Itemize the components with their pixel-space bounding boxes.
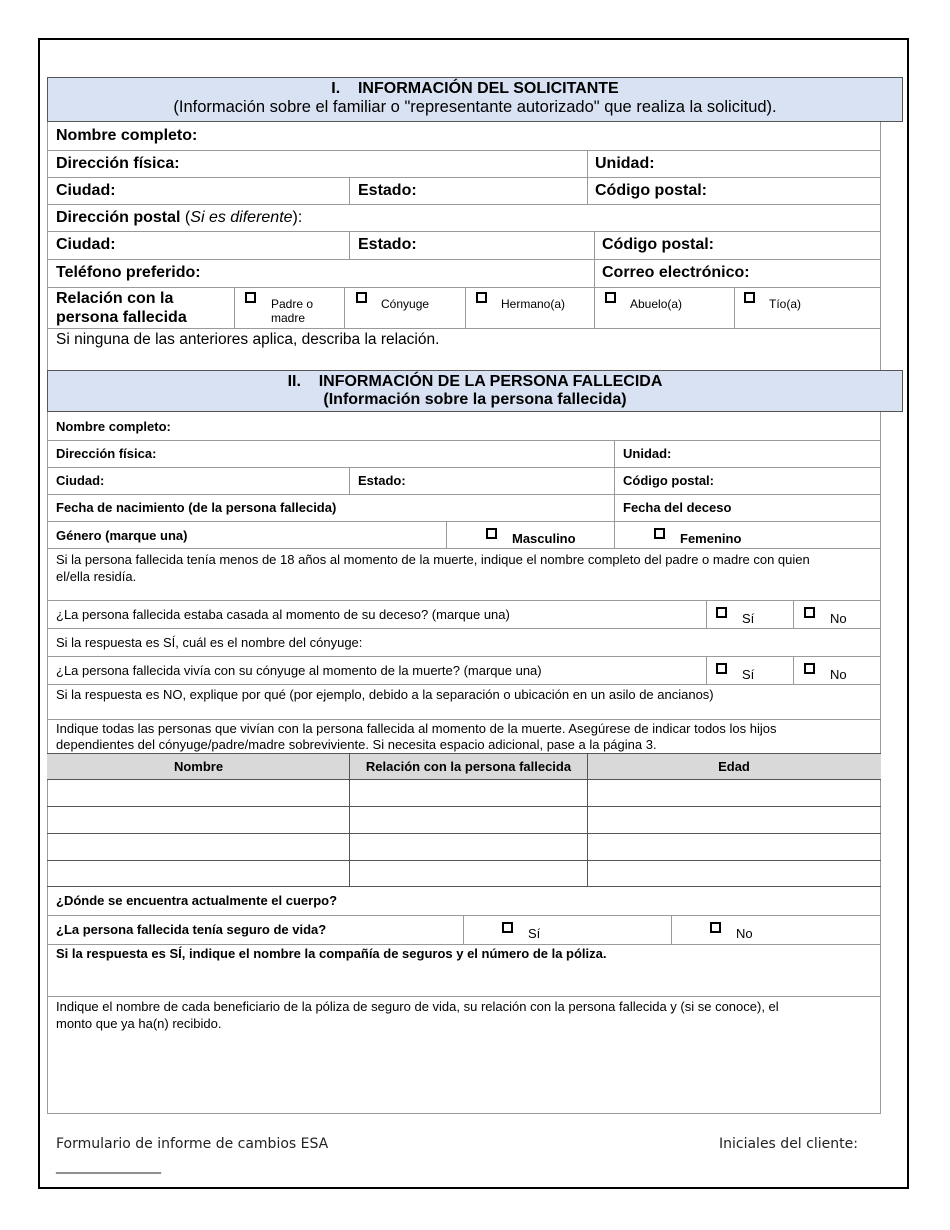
gender-label: Género (marque una) bbox=[56, 528, 188, 543]
applicant-unit-label[interactable]: Unidad: bbox=[595, 155, 655, 172]
checkbox-insurance-no-icon[interactable] bbox=[710, 922, 721, 933]
checkbox-parent-icon[interactable] bbox=[245, 292, 256, 303]
male-label: Masculino bbox=[512, 531, 576, 546]
deceased-zip-label[interactable]: Código postal: bbox=[623, 473, 714, 488]
applicant-state2-label[interactable]: Estado: bbox=[358, 236, 417, 253]
section-1-header bbox=[47, 77, 903, 122]
checkbox-sibling-icon[interactable] bbox=[476, 292, 487, 303]
married-no-label: No bbox=[830, 611, 847, 626]
explain-no-label[interactable]: Si la respuesta es NO, explique por qué (por ejemplo, debido a la separación o ubicación en un asilo de ancianos) bbox=[56, 687, 714, 702]
applicant-zip-label[interactable]: Código postal: bbox=[595, 182, 707, 199]
table-header-age: Edad bbox=[718, 759, 750, 774]
footer-blank-line: _______________ bbox=[56, 1158, 161, 1174]
option-sibling-label: Hermano(a) bbox=[501, 297, 566, 311]
insurance-company-label[interactable]: Si la respuesta es SÍ, indique el nombre la compañía de seguros y el número de la póliza. bbox=[56, 946, 607, 961]
deceased-address-label[interactable]: Dirección física: bbox=[56, 446, 157, 461]
death-date-label[interactable]: Fecha del deceso bbox=[623, 500, 732, 515]
checkbox-uncle-aunt-icon[interactable] bbox=[744, 292, 755, 303]
minor-parent-label[interactable]: Si la persona fallecida tenía menos de 18 años al momento de la muerte, indique el nombre completo del padre o madre con quien el/ella residía. bbox=[56, 552, 810, 584]
table-row[interactable] bbox=[48, 834, 880, 860]
applicant-address-label[interactable]: Dirección física: bbox=[56, 155, 180, 172]
applicant-zip2-label[interactable]: Código postal: bbox=[602, 236, 714, 253]
checkbox-married-no-icon[interactable] bbox=[804, 607, 815, 618]
insurance-no-label: No bbox=[736, 926, 753, 941]
section-2-title: II. INFORMACIÓN DE LA PERSONA FALLECIDA bbox=[287, 373, 663, 390]
checkbox-spouse-icon[interactable] bbox=[356, 292, 367, 303]
option-grandparent-label: Abuelo(a) bbox=[630, 297, 683, 311]
deceased-full-name-label[interactable]: Nombre completo: bbox=[56, 419, 171, 434]
checkbox-lived-no-icon[interactable] bbox=[804, 663, 815, 674]
lived-with-spouse-question: ¿La persona fallecida vivía con su cónyuge al momento de la muerte? (marque una) bbox=[56, 663, 542, 678]
section-1-title: I. INFORMACIÓN DEL SOLICITANTE bbox=[331, 80, 619, 97]
insurance-yes-label: Sí bbox=[528, 926, 541, 941]
table-header-name: Nombre bbox=[173, 759, 224, 774]
lived-yes-label: Sí bbox=[742, 667, 755, 682]
lived-no-label: No bbox=[830, 667, 847, 682]
footer-client-initials: Iniciales del cliente: bbox=[719, 1136, 858, 1152]
checkbox-insurance-yes-icon[interactable] bbox=[502, 922, 513, 933]
section-2-header bbox=[47, 370, 903, 412]
checkbox-married-yes-icon[interactable] bbox=[716, 607, 727, 618]
checkbox-grandparent-icon[interactable] bbox=[605, 292, 616, 303]
table-row[interactable] bbox=[48, 807, 880, 833]
applicant-state-label[interactable]: Estado: bbox=[358, 182, 417, 199]
birth-date-label[interactable]: Fecha de nacimiento (de la persona fallecida) bbox=[56, 500, 337, 515]
applicant-city2-label[interactable]: Ciudad: bbox=[56, 236, 116, 253]
body-location-label[interactable]: ¿Dónde se encuentra actualmente el cuerpo? bbox=[56, 893, 338, 908]
spouse-name-label[interactable]: Si la respuesta es SÍ, cuál es el nombre del cónyuge: bbox=[56, 635, 363, 650]
other-relation-label[interactable]: Si ninguna de las anteriores aplica, describa la relación. bbox=[56, 331, 440, 348]
applicant-mailing-label[interactable]: Dirección postal (Si es diferente): bbox=[56, 209, 303, 226]
table-header-relation: Relación con la persona fallecida bbox=[365, 759, 572, 774]
checkbox-male-icon[interactable] bbox=[486, 528, 497, 539]
deceased-city-label[interactable]: Ciudad: bbox=[56, 473, 105, 488]
footer-form-name: Formulario de informe de cambios ESA bbox=[56, 1136, 329, 1152]
applicant-full-name-label[interactable]: Nombre completo: bbox=[56, 127, 198, 144]
female-label: Femenino bbox=[680, 531, 742, 546]
checkbox-female-icon[interactable] bbox=[654, 528, 665, 539]
option-parent-label: Padre o madre bbox=[271, 297, 314, 325]
table-row[interactable] bbox=[48, 780, 880, 806]
married-yes-label: Sí bbox=[742, 611, 755, 626]
relation-label: Relación con la persona fallecida bbox=[56, 290, 187, 326]
checkbox-lived-yes-icon[interactable] bbox=[716, 663, 727, 674]
applicant-city-label[interactable]: Ciudad: bbox=[56, 182, 116, 199]
married-question: ¿La persona fallecida estaba casada al momento de su deceso? (marque una) bbox=[56, 607, 510, 622]
table-row[interactable] bbox=[48, 861, 880, 886]
option-spouse-label: Cónyuge bbox=[381, 297, 430, 311]
deceased-unit-label[interactable]: Unidad: bbox=[623, 446, 672, 461]
section-1-subtitle: (Información sobre el familiar o "representante autorizado" que realiza la solicitud). bbox=[173, 98, 777, 116]
deceased-state-label[interactable]: Estado: bbox=[358, 473, 406, 488]
household-instructions: Indique todas las personas que vivían con la persona fallecida al momento de la muerte. Asegúrese de indicar todos los hijos dependientes del cónyuge/padre/madre sobreviviente. Si necesita espacio adicional, pase a la página 3. bbox=[56, 721, 777, 752]
beneficiary-instructions[interactable]: Indique el nombre de cada beneficiario de la póliza de seguro de vida, su relación con la persona fallecida y (si se conoce), el monto que ya ha(n) recibido. bbox=[56, 999, 779, 1031]
applicant-phone-label[interactable]: Teléfono preferido: bbox=[56, 264, 201, 281]
option-uncle-aunt-label: Tío(a) bbox=[769, 297, 802, 311]
life-insurance-question: ¿La persona fallecida tenía seguro de vida? bbox=[56, 922, 327, 937]
applicant-email-label[interactable]: Correo electrónico: bbox=[602, 264, 750, 281]
section-2-subtitle: (Información sobre la persona fallecida) bbox=[323, 391, 627, 408]
